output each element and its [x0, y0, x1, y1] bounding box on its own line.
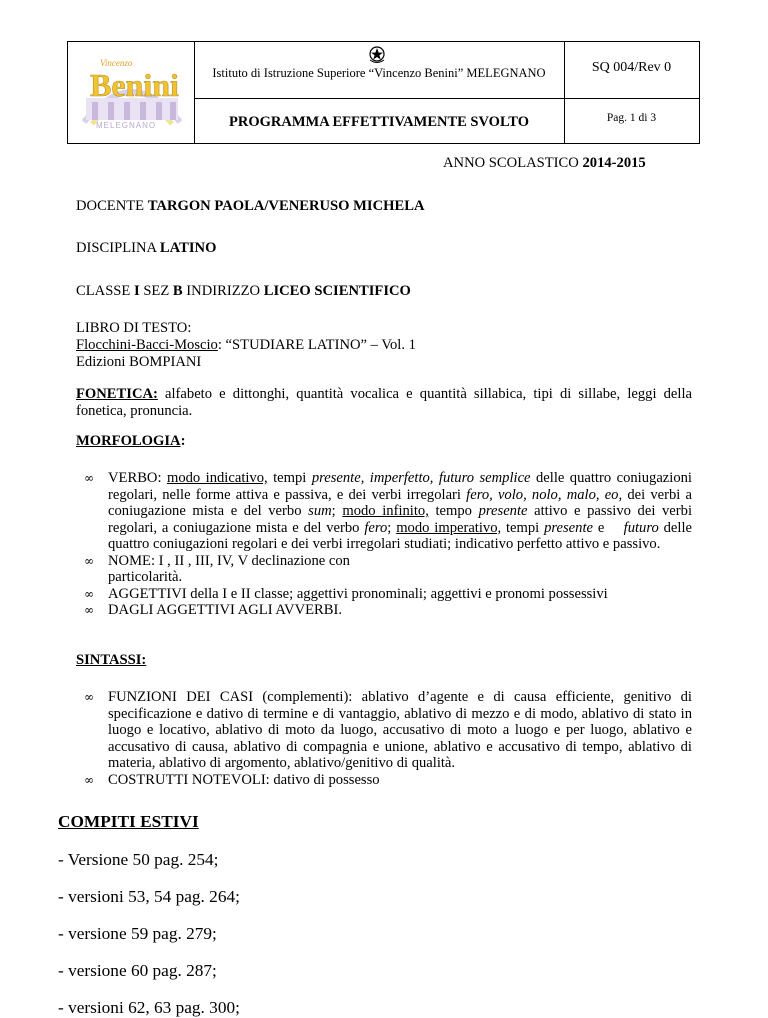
subject-line: DISCIPLINA LATINO — [76, 240, 217, 256]
textbook-label: LIBRO DI TESTO: — [76, 320, 192, 336]
list-item: - versioni 62, 63 pag. 300; — [58, 998, 240, 1017]
textbook-publisher: Edizioni BOMPIANI — [76, 354, 202, 370]
list-item: - Versione 50 pag. 254; — [58, 850, 219, 869]
textbook-authors: Flocchini-Bacci-Moscio — [76, 337, 218, 353]
compiti-heading: COMPITI ESTIVI — [58, 812, 199, 831]
doc-code-cell — [564, 42, 699, 99]
list-item: - versione 60 pag. 287; — [58, 961, 217, 980]
document-header — [67, 41, 700, 144]
list-item: ∞ NOME: I , II , III, IV, V declinazione con particolarità. — [84, 552, 350, 585]
morfologia-list — [84, 470, 692, 619]
republic-emblem-icon — [368, 44, 386, 64]
infinity-bullet-icon: ∞ — [84, 603, 94, 617]
school-year-value: 2014-2015 — [582, 155, 646, 171]
textbook-title: Flocchini-Bacci-Moscio: “STUDIARE LATINO” – Vol. 1 — [76, 337, 416, 353]
program-title-cell — [194, 98, 565, 143]
svg-text:Benini: Benini — [90, 67, 179, 103]
list-item: ∞ COSTRUTTI NOTEVOLI: dativo di possesso — [84, 771, 380, 788]
svg-text:MELEGNANO: MELEGNANO — [96, 121, 157, 130]
infinity-bullet-icon: ∞ — [84, 690, 94, 704]
teacher-line: DOCENTE TARGON PAOLA/VENERUSO MICHELA — [76, 198, 425, 214]
school-year: ANNO SCOLASTICO 2014-2015 — [443, 155, 646, 171]
class-line: CLASSE I SEZ B INDIRIZZO LICEO SCIENTIFICO — [76, 283, 411, 299]
page-number: Pag. 1 di 3 — [606, 112, 657, 124]
list-item: ∞ VERBO: modo indicativo, tempi presente, imperfetto, futuro semplice delle quattro coniugazioni regolari, nelle forme attiva e passiva, e dei verbi irregolari fero, volo, nolo, malo, eo, dei verbi a coniugazione mista e del verbo sum; modo infinito, tempo presente attivo e passivo dei verbi regolari, a coniugazione mista e del verbo fero; modo imperativo, tempi presente e futuro delle quattro coniugazioni regolari e dei verbi irregolari studiati; indicativo perfetto attivo e passivo. — [84, 470, 692, 552]
fonetica-heading: FONETICA: — [76, 386, 158, 402]
list-item: ∞ AGGETTIVI della I e II classe; aggettivi pronominali; aggettivi e pronomi possessivi — [84, 585, 608, 602]
logo-cell — [68, 42, 195, 143]
infinity-bullet-icon: ∞ — [84, 772, 94, 787]
teacher-names: TARGON PAOLA/VENERUSO MICHELA — [147, 198, 425, 214]
infinity-bullet-icon: ∞ — [84, 553, 94, 568]
page-number-cell — [564, 98, 699, 143]
school-logo — [78, 52, 186, 130]
subject-value: LATINO — [159, 240, 217, 256]
list-item: ∞ DAGLI AGGETTIVI AGLI AVVERBI. — [84, 602, 343, 618]
doc-code: SQ 004/Rev 0 — [591, 60, 672, 75]
fonetica-paragraph: FONETICA: alfabeto e dittonghi, quantità vocalica e quantità sillabica, tipi di sillabe, leggi della fonetica, pronuncia. — [76, 386, 692, 419]
infinity-bullet-icon: ∞ — [84, 586, 94, 601]
list-item: - versioni 53, 54 pag. 264; — [58, 887, 240, 906]
list-item: ∞ FUNZIONI DEI CASI (complementi): ablativo d’agente e di causa efficiente, genitivo di specificazione e dativo di termine e di vantaggio, ablativo di mezzo e di modo, ablativo di stato in luogo e locativo, ablativo di moto da luogo, accusativo di moto a luogo e per luogo, ablativo e accusativo di causa, ablativo di compagnia e unione, ablativo e accusativo di tempo, ablativo di materia, ablativo di argomento, ablativo/genitivo di qualità. — [84, 689, 692, 771]
infinity-bullet-icon: ∞ — [84, 471, 94, 485]
sintassi-heading: SINTASSI: — [76, 652, 147, 668]
list-item: - versione 59 pag. 279; — [58, 924, 217, 943]
svg-text:Vincenzo: Vincenzo — [100, 58, 133, 68]
morfologia-heading: MORFOLOGIA: — [76, 433, 186, 449]
class-track: LICEO SCIENTIFICO — [263, 283, 411, 299]
program-title: PROGRAMMA EFFETTIVAMENTE SVOLTO — [229, 114, 529, 130]
sintassi-list — [84, 689, 692, 788]
institute-cell — [194, 42, 565, 99]
institute-name: Istituto di Istruzione Superiore “Vincenzo Benini” MELEGNANO — [212, 66, 546, 80]
